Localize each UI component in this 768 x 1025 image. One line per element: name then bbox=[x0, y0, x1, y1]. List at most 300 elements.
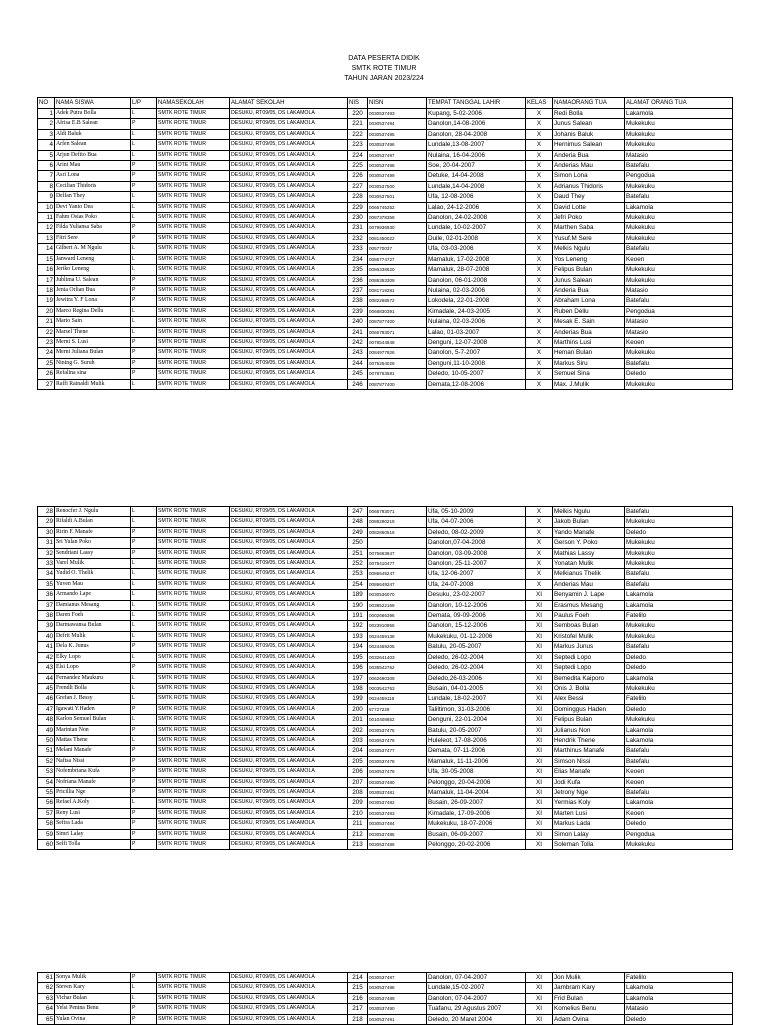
student-name-cell: Nafisa Nissi bbox=[55, 756, 131, 766]
class-cell: XI bbox=[526, 746, 553, 756]
birth-place-date-cell: Tuafanu, 29 Agustus 2007 bbox=[427, 1004, 526, 1014]
school-name-cell: SMTK ROTE TIMUR bbox=[157, 787, 230, 797]
class-cell: XI bbox=[526, 704, 553, 714]
no-cell: 61 bbox=[38, 973, 55, 983]
school-address-cell: DESUKU, RT09/05, DS LAKAMOLA bbox=[230, 590, 348, 600]
no-cell: 53 bbox=[38, 767, 55, 777]
table-row bbox=[38, 275, 733, 285]
table-row bbox=[38, 244, 733, 254]
birth-place-date-cell: Huleleot, 17-08-2006 bbox=[427, 735, 526, 745]
no-cell: 41 bbox=[38, 642, 55, 652]
table-row bbox=[38, 171, 733, 181]
school-address-cell: DESUKU, RT09/05, DS LAKAMOLA bbox=[230, 735, 348, 745]
school-address-cell: DESUKU, RT09/05, DS LAKAMOLA bbox=[230, 348, 348, 358]
nis-cell: 192 bbox=[348, 621, 368, 631]
parent-address-cell: Batefalu bbox=[625, 192, 733, 202]
table-row bbox=[38, 787, 733, 797]
parent-address-cell: Mukekuku bbox=[625, 140, 733, 150]
nisn-cell: 0062690309 bbox=[368, 673, 427, 683]
school-address-cell: DESUKU, RT09/05, DS LAKAMOLA bbox=[230, 202, 348, 212]
school-name-cell: SMTK ROTE TIMUR bbox=[157, 715, 230, 725]
school-address-cell: DESUKU, RT09/05, DS LAKAMOLA bbox=[230, 233, 348, 243]
parent-address-cell: Batefalu bbox=[625, 746, 733, 756]
nis-cell: 210 bbox=[348, 808, 368, 818]
no-cell: 9 bbox=[38, 192, 55, 202]
class-cell: XI bbox=[526, 993, 553, 1003]
student-name-cell: Fahm Osias Poko bbox=[55, 213, 131, 223]
school-name-cell: SMTK ROTE TIMUR bbox=[157, 150, 230, 160]
gender-cell: P bbox=[131, 840, 157, 850]
school-address-cell: DESUKU, RT09/05, DS LAKAMOLA bbox=[230, 337, 348, 347]
birth-place-date-cell: Taliltimon, 31-03-2006 bbox=[427, 704, 526, 714]
gender-cell: L bbox=[131, 244, 157, 254]
gender-cell: L bbox=[131, 600, 157, 610]
no-cell: 48 bbox=[38, 715, 55, 725]
student-name-cell: Yudid O. Thelik bbox=[55, 569, 131, 579]
school-address-cell: DESUKU, RT09/05, DS LAKAMOLA bbox=[230, 983, 348, 993]
gender-cell: P bbox=[131, 663, 157, 673]
class-cell: XI bbox=[526, 683, 553, 693]
table-row bbox=[38, 306, 733, 316]
student-table-page2 bbox=[37, 506, 733, 850]
class-cell: X bbox=[526, 517, 553, 527]
column-header: TEMPAT TANGGAL LAHIR bbox=[427, 98, 526, 109]
nis-cell: 213 bbox=[348, 840, 368, 850]
class-cell: X bbox=[526, 129, 553, 139]
class-cell: X bbox=[526, 379, 553, 389]
no-cell: 35 bbox=[38, 579, 55, 589]
table-row bbox=[38, 233, 733, 243]
parent-address-cell: Deledo bbox=[625, 1014, 733, 1024]
student-name-cell: Pricillia Nge bbox=[55, 787, 131, 797]
nis-cell: 206 bbox=[348, 767, 368, 777]
gender-cell: P bbox=[131, 348, 157, 358]
table-row bbox=[38, 993, 733, 1003]
nisn-cell: 0030537478 bbox=[368, 756, 427, 766]
gender-cell: P bbox=[131, 119, 157, 129]
nisn-cell: 0030537494 bbox=[368, 119, 427, 129]
gender-cell: L bbox=[131, 993, 157, 1003]
nis-cell: 214 bbox=[348, 973, 368, 983]
parent-address-cell: Batefalu bbox=[625, 358, 733, 368]
class-cell: XI bbox=[526, 715, 553, 725]
nisn-cell: 67727228 bbox=[368, 704, 427, 714]
student-name-cell: Renocfer J. Ngulu bbox=[55, 507, 131, 517]
table-row bbox=[38, 777, 733, 787]
student-name-cell: Jewitra Y. F Lona bbox=[55, 296, 131, 306]
column-header: NO bbox=[38, 98, 55, 109]
parent-name-cell: Septedi Lopo bbox=[553, 663, 625, 673]
gender-cell: P bbox=[131, 369, 157, 379]
birth-place-date-cell: Kupang, 5-02-2006 bbox=[427, 109, 526, 119]
school-address-cell: DESUKU, RT09/05, DS LAKAMOLA bbox=[230, 223, 348, 233]
nisn-cell: 0030537496 bbox=[368, 140, 427, 150]
table-row bbox=[38, 559, 733, 569]
school-address-cell: DESUKU, RT09/05, DS LAKAMOLA bbox=[230, 787, 348, 797]
no-cell: 49 bbox=[38, 725, 55, 735]
birth-place-date-cell: Kimadale, 17-09-2006 bbox=[427, 808, 526, 818]
table-row bbox=[38, 767, 733, 777]
student-name-cell: Nofembriana Kufa bbox=[55, 767, 131, 777]
parent-address-cell: Mukekuku bbox=[625, 517, 733, 527]
birth-place-date-cell: Ufa, 24-07-2008 bbox=[427, 579, 526, 589]
parent-name-cell: Marten Lusi bbox=[553, 808, 625, 818]
student-name-cell: Devi Yanto Dea bbox=[55, 202, 131, 212]
gender-cell: P bbox=[131, 358, 157, 368]
gender-cell: P bbox=[131, 704, 157, 714]
parent-address-cell: Batefalu bbox=[625, 507, 733, 517]
school-name-cell: SMTK ROTE TIMUR bbox=[157, 171, 230, 181]
birth-place-date-cell: Danolon, 15-12-2006 bbox=[427, 621, 526, 631]
gender-cell: L bbox=[131, 631, 157, 641]
birth-place-date-cell: Mamaluk, 11-11-2006 bbox=[427, 756, 526, 766]
no-cell: 6 bbox=[38, 161, 55, 171]
nisn-cell: 0081719281 bbox=[368, 285, 427, 295]
parent-name-cell: Benyamin J. Lape bbox=[553, 590, 625, 600]
parent-address-cell: Lakamola bbox=[625, 725, 733, 735]
nis-cell: 246 bbox=[348, 379, 368, 389]
class-cell: XI bbox=[526, 663, 553, 673]
parent-address-cell: Deledo bbox=[625, 704, 733, 714]
school-name-cell: SMTK ROTE TIMUR bbox=[157, 1004, 230, 1014]
class-cell: X bbox=[526, 254, 553, 264]
parent-name-cell: Septedi Lopo bbox=[553, 652, 625, 662]
parent-name-cell: Simon Lalay bbox=[553, 829, 625, 839]
nis-cell: 233 bbox=[348, 244, 368, 254]
class-cell: X bbox=[526, 140, 553, 150]
parent-name-cell: Elias Manafe bbox=[553, 767, 625, 777]
no-cell: 40 bbox=[38, 631, 55, 641]
school-name-cell: SMTK ROTE TIMUR bbox=[157, 306, 230, 316]
nisn-cell: 0087378359 bbox=[368, 213, 427, 223]
table-row bbox=[38, 808, 733, 818]
table-row bbox=[38, 213, 733, 223]
student-name-cell: Mario Sain bbox=[55, 317, 131, 327]
class-cell: X bbox=[526, 285, 553, 295]
school-address-cell: DESUKU, RT09/05, DS LAKAMOLA bbox=[230, 652, 348, 662]
parent-name-cell: Anderia Bua bbox=[553, 285, 625, 295]
nisn-cell: 0030537479 bbox=[368, 767, 427, 777]
nisn-cell: 0078763581 bbox=[368, 369, 427, 379]
school-address-cell: DESUKU, RT09/05, DS LAKAMOLA bbox=[230, 379, 348, 389]
student-name-cell: Merni S. Lusi bbox=[55, 337, 131, 347]
parent-name-cell: Junus Salean bbox=[553, 275, 625, 285]
no-cell: 17 bbox=[38, 275, 55, 285]
parent-address-cell: Keoen bbox=[625, 767, 733, 777]
school-name-cell: SMTK ROTE TIMUR bbox=[157, 275, 230, 285]
school-name-cell: SMTK ROTE TIMUR bbox=[157, 993, 230, 1003]
birth-place-date-cell: Demata, 09-09-2006 bbox=[427, 611, 526, 621]
parent-address-cell: Lakamola bbox=[625, 202, 733, 212]
nis-cell: 196 bbox=[348, 663, 368, 673]
parent-name-cell: Marthins Lusi bbox=[553, 337, 625, 347]
gender-cell: P bbox=[131, 767, 157, 777]
school-name-cell: SMTK ROTE TIMUR bbox=[157, 265, 230, 275]
table-row bbox=[38, 652, 733, 662]
school-address-cell: DESUKU, RT09/05, DS LAKAMOLA bbox=[230, 819, 348, 829]
gender-cell: L bbox=[131, 507, 157, 517]
school-address-cell: DESUKU, RT09/05, DS LAKAMOLA bbox=[230, 746, 348, 756]
no-cell: 15 bbox=[38, 254, 55, 264]
parent-name-cell: Gerson Y. Poko bbox=[553, 538, 625, 548]
nisn-cell: 0030537500 bbox=[368, 181, 427, 191]
no-cell: 57 bbox=[38, 808, 55, 818]
table-row bbox=[38, 631, 733, 641]
student-name-cell: Igawati Y.Haden bbox=[55, 704, 131, 714]
school-address-cell: DESUKU, RT09/05, DS LAKAMOLA bbox=[230, 840, 348, 850]
parent-name-cell: Adam Ovina bbox=[553, 1014, 625, 1024]
no-cell: 51 bbox=[38, 746, 55, 756]
nis-cell: 253 bbox=[348, 569, 368, 579]
parent-address-cell: Lakamola bbox=[625, 600, 733, 610]
school-address-cell: DESUKU, RT09/05, DS LAKAMOLA bbox=[230, 1014, 348, 1024]
student-name-cell: Frendli Bolla bbox=[55, 683, 131, 693]
nis-cell: 231 bbox=[348, 223, 368, 233]
student-name-cell: Marintan Non bbox=[55, 725, 131, 735]
school-address-cell: DESUKU, RT09/05, DS LAKAMOLA bbox=[230, 548, 348, 558]
parent-name-cell: Hernimus Salean bbox=[553, 140, 625, 150]
gender-cell: P bbox=[131, 1004, 157, 1014]
parent-address-cell: Lakamola bbox=[625, 983, 733, 993]
gender-cell: P bbox=[131, 181, 157, 191]
student-name-cell: Arjun Defito Bua bbox=[55, 150, 131, 160]
parent-address-cell: Mukekuku bbox=[625, 223, 733, 233]
nis-cell: 212 bbox=[348, 829, 368, 839]
school-address-cell: DESUKU, RT09/05, DS LAKAMOLA bbox=[230, 579, 348, 589]
gender-cell: P bbox=[131, 642, 157, 652]
school-name-cell: SMTK ROTE TIMUR bbox=[157, 296, 230, 306]
parent-name-cell: Onis J. Bolla bbox=[553, 683, 625, 693]
parent-address-cell: Deledo bbox=[625, 527, 733, 537]
nisn-cell: 0088290219 bbox=[368, 517, 427, 527]
parent-name-cell: Yando Manafe bbox=[553, 527, 625, 537]
gender-cell: P bbox=[131, 296, 157, 306]
birth-place-date-cell: Duile, 02-01-2008 bbox=[427, 233, 526, 243]
birth-place-date-cell: Danolon, 10-12-2006 bbox=[427, 600, 526, 610]
table-row bbox=[38, 119, 733, 129]
table-row bbox=[38, 569, 733, 579]
school-address-cell: DESUKU, RT09/05, DS LAKAMOLA bbox=[230, 150, 348, 160]
nisn-cell: 0030537476 bbox=[368, 735, 427, 745]
school-address-cell: DESUKU, RT09/05, DS LAKAMOLA bbox=[230, 275, 348, 285]
no-cell: 23 bbox=[38, 337, 55, 347]
parent-address-cell: Lakamola bbox=[625, 735, 733, 745]
gender-cell: L bbox=[131, 517, 157, 527]
table-row bbox=[38, 756, 733, 766]
no-cell: 28 bbox=[38, 507, 55, 517]
student-name-cell: Jeriko Leneng bbox=[55, 265, 131, 275]
nisn-cell: 0030537483 bbox=[368, 808, 427, 818]
parent-name-cell: Paulus Foeh bbox=[553, 611, 625, 621]
school-name-cell: SMTK ROTE TIMUR bbox=[157, 983, 230, 993]
birth-place-date-cell: Deledo, 08-02-2009 bbox=[427, 527, 526, 537]
table-row bbox=[38, 819, 733, 829]
parent-address-cell: Mukekuku bbox=[625, 683, 733, 693]
nis-cell: 195 bbox=[348, 652, 368, 662]
birth-place-date-cell: Denguni, 22-01-2004 bbox=[427, 715, 526, 725]
table-row bbox=[38, 725, 733, 735]
gender-cell: L bbox=[131, 559, 157, 569]
birth-place-date-cell: Danolon,14-08-2006 bbox=[427, 119, 526, 129]
parent-name-cell: Markus Siru bbox=[553, 358, 625, 368]
no-cell: 39 bbox=[38, 621, 55, 631]
birth-place-date-cell: Lundale,13-08-2007 bbox=[427, 140, 526, 150]
no-cell: 54 bbox=[38, 777, 55, 787]
no-cell: 60 bbox=[38, 840, 55, 850]
gender-cell: L bbox=[131, 694, 157, 704]
no-cell: 18 bbox=[38, 285, 55, 295]
parent-address-cell: Deledo bbox=[625, 652, 733, 662]
birth-place-date-cell: Denguni,11-10-2008 bbox=[427, 358, 526, 368]
gender-cell: P bbox=[131, 223, 157, 233]
parent-address-cell: Matasio bbox=[625, 1004, 733, 1014]
nis-cell: 238 bbox=[348, 296, 368, 306]
no-cell: 30 bbox=[38, 527, 55, 537]
school-name-cell: SMTK ROTE TIMUR bbox=[157, 642, 230, 652]
table-row bbox=[38, 683, 733, 693]
birth-place-date-cell: Danolon, 06-01-2008 bbox=[427, 275, 526, 285]
gender-cell: L bbox=[131, 140, 157, 150]
school-address-cell: DESUKU, RT09/05, DS LAKAMOLA bbox=[230, 213, 348, 223]
school-address-cell: DESUKU, RT09/05, DS LAKAMOLA bbox=[230, 181, 348, 191]
nisn-cell: 0086649247 bbox=[368, 569, 427, 579]
nis-cell: 237 bbox=[348, 285, 368, 295]
nisn-cell: 0024459119 bbox=[368, 694, 427, 704]
table-row bbox=[38, 109, 733, 119]
class-cell: XI bbox=[526, 1014, 553, 1024]
nisn-cell: 0032641403 bbox=[368, 652, 427, 662]
school-address-cell: DESUKU, RT09/05, DS LAKAMOLA bbox=[230, 306, 348, 316]
no-cell: 47 bbox=[38, 704, 55, 714]
school-address-cell: DESUKU, RT09/05, DS LAKAMOLA bbox=[230, 715, 348, 725]
nis-cell: 211 bbox=[348, 819, 368, 829]
nis-cell: 208 bbox=[348, 787, 368, 797]
class-cell: X bbox=[526, 569, 553, 579]
class-cell: X bbox=[526, 192, 553, 202]
table-row bbox=[38, 527, 733, 537]
school-name-cell: SMTK ROTE TIMUR bbox=[157, 746, 230, 756]
parent-name-cell: Simson Nissi bbox=[553, 756, 625, 766]
nisn-cell: 0010408852 bbox=[368, 715, 427, 725]
student-name-cell: Jenia Orlian Bua bbox=[55, 285, 131, 295]
student-name-cell: Nofriana Manafe bbox=[55, 777, 131, 787]
parent-address-cell: Batefalu bbox=[625, 296, 733, 306]
class-cell: X bbox=[526, 337, 553, 347]
school-address-cell: DESUKU, RT09/05, DS LAKAMOLA bbox=[230, 756, 348, 766]
student-name-cell: Sonya Mulik bbox=[55, 973, 131, 983]
parent-address-cell: Matasio bbox=[625, 285, 733, 295]
parent-name-cell: Frid Bulan bbox=[553, 993, 625, 1003]
no-cell: 50 bbox=[38, 735, 55, 745]
school-name-cell: SMTK ROTE TIMUR bbox=[157, 579, 230, 589]
parent-address-cell: Lakamola bbox=[625, 590, 733, 600]
school-name-cell: SMTK ROTE TIMUR bbox=[157, 379, 230, 389]
nis-cell: 230 bbox=[348, 213, 368, 223]
nisn-cell: 0086338620 bbox=[368, 265, 427, 275]
school-name-cell: SMTK ROTE TIMUR bbox=[157, 767, 230, 777]
parent-address-cell: Matasio bbox=[625, 317, 733, 327]
parent-address-cell: Pengodua bbox=[625, 829, 733, 839]
student-name-cell: Vichar Bulan bbox=[55, 993, 131, 1003]
no-cell: 2 bbox=[38, 119, 55, 129]
school-address-cell: DESUKU, RT09/05, DS LAKAMOLA bbox=[230, 285, 348, 295]
parent-name-cell: Felipus Bulan bbox=[553, 265, 625, 275]
nis-cell: 198 bbox=[348, 683, 368, 693]
table-row bbox=[38, 590, 733, 600]
nis-cell: 245 bbox=[348, 369, 368, 379]
birth-place-date-cell: Lalao, 24-12-2006 bbox=[427, 202, 526, 212]
class-cell: XI bbox=[526, 631, 553, 641]
gender-cell: P bbox=[131, 725, 157, 735]
parent-name-cell: Jetrony Nge bbox=[553, 787, 625, 797]
student-name-cell: Armando Lape bbox=[55, 590, 131, 600]
school-address-cell: DESUKU, RT09/05, DS LAKAMOLA bbox=[230, 538, 348, 548]
birth-place-date-cell: Mukekuku, 18-07-2006 bbox=[427, 819, 526, 829]
nis-cell: 254 bbox=[348, 579, 368, 589]
table-row bbox=[38, 746, 733, 756]
class-cell: X bbox=[526, 275, 553, 285]
birth-place-date-cell: Batulu, 20-05-2007 bbox=[427, 642, 526, 652]
nis-cell: 204 bbox=[348, 746, 368, 756]
no-cell: 19 bbox=[38, 296, 55, 306]
birth-place-date-cell: Mamaluk, 11-04-2004 bbox=[427, 787, 526, 797]
class-cell: X bbox=[526, 559, 553, 569]
class-cell: XI bbox=[526, 756, 553, 766]
table-row bbox=[38, 973, 733, 983]
parent-address-cell: Batefalu bbox=[625, 787, 733, 797]
birth-place-date-cell: Danolon, 24-02-2008 bbox=[427, 213, 526, 223]
gender-cell: L bbox=[131, 569, 157, 579]
no-cell: 33 bbox=[38, 559, 55, 569]
school-address-cell: DESUKU, RT09/05, DS LAKAMOLA bbox=[230, 369, 348, 379]
class-cell: XI bbox=[526, 787, 553, 797]
student-name-cell: Raffi Rainaldi Mulik bbox=[55, 379, 131, 389]
class-cell: XI bbox=[526, 808, 553, 818]
nisn-cell: 0066793071 bbox=[368, 327, 427, 337]
birth-place-date-cell: Pelonggo, 20-04-2006 bbox=[427, 777, 526, 787]
birth-place-date-cell: Lundale,14-04-2008 bbox=[427, 181, 526, 191]
class-cell: X bbox=[526, 119, 553, 129]
no-cell: 34 bbox=[38, 569, 55, 579]
birth-place-date-cell: Deledo, 26-02-2004 bbox=[427, 663, 526, 673]
gender-cell: P bbox=[131, 275, 157, 285]
table-row bbox=[38, 840, 733, 850]
gender-cell: L bbox=[131, 202, 157, 212]
school-address-cell: DESUKU, RT09/05, DS LAKAMOLA bbox=[230, 993, 348, 1003]
no-cell: 31 bbox=[38, 538, 55, 548]
class-cell: XI bbox=[526, 611, 553, 621]
class-cell: XI bbox=[526, 725, 553, 735]
birth-place-date-cell: Batulu, 20-05-2007 bbox=[427, 725, 526, 735]
school-name-cell: SMTK ROTE TIMUR bbox=[157, 829, 230, 839]
birth-place-date-cell: Nulaina, 02-03-2006 bbox=[427, 285, 526, 295]
school-name-cell: SMTK ROTE TIMUR bbox=[157, 337, 230, 347]
nisn-cell: 0030537486 bbox=[368, 840, 427, 850]
school-address-cell: DESUKU, RT09/05, DS LAKAMOLA bbox=[230, 767, 348, 777]
nis-cell: 218 bbox=[348, 1014, 368, 1024]
parent-name-cell: Yonatan Mulik bbox=[553, 559, 625, 569]
nis-cell: 203 bbox=[348, 735, 368, 745]
school-name-cell: SMTK ROTE TIMUR bbox=[157, 527, 230, 537]
table-row bbox=[38, 129, 733, 139]
school-name-cell: SMTK ROTE TIMUR bbox=[157, 777, 230, 787]
parent-name-cell: Mathias Lassy bbox=[553, 548, 625, 558]
school-address-cell: DESUKU, RT09/05, DS LAKAMOLA bbox=[230, 507, 348, 517]
no-cell: 7 bbox=[38, 171, 55, 181]
nisn-cell: 0086774727 bbox=[368, 254, 427, 264]
class-cell: X bbox=[526, 306, 553, 316]
nisn-cell: 0066745252 bbox=[368, 202, 427, 212]
